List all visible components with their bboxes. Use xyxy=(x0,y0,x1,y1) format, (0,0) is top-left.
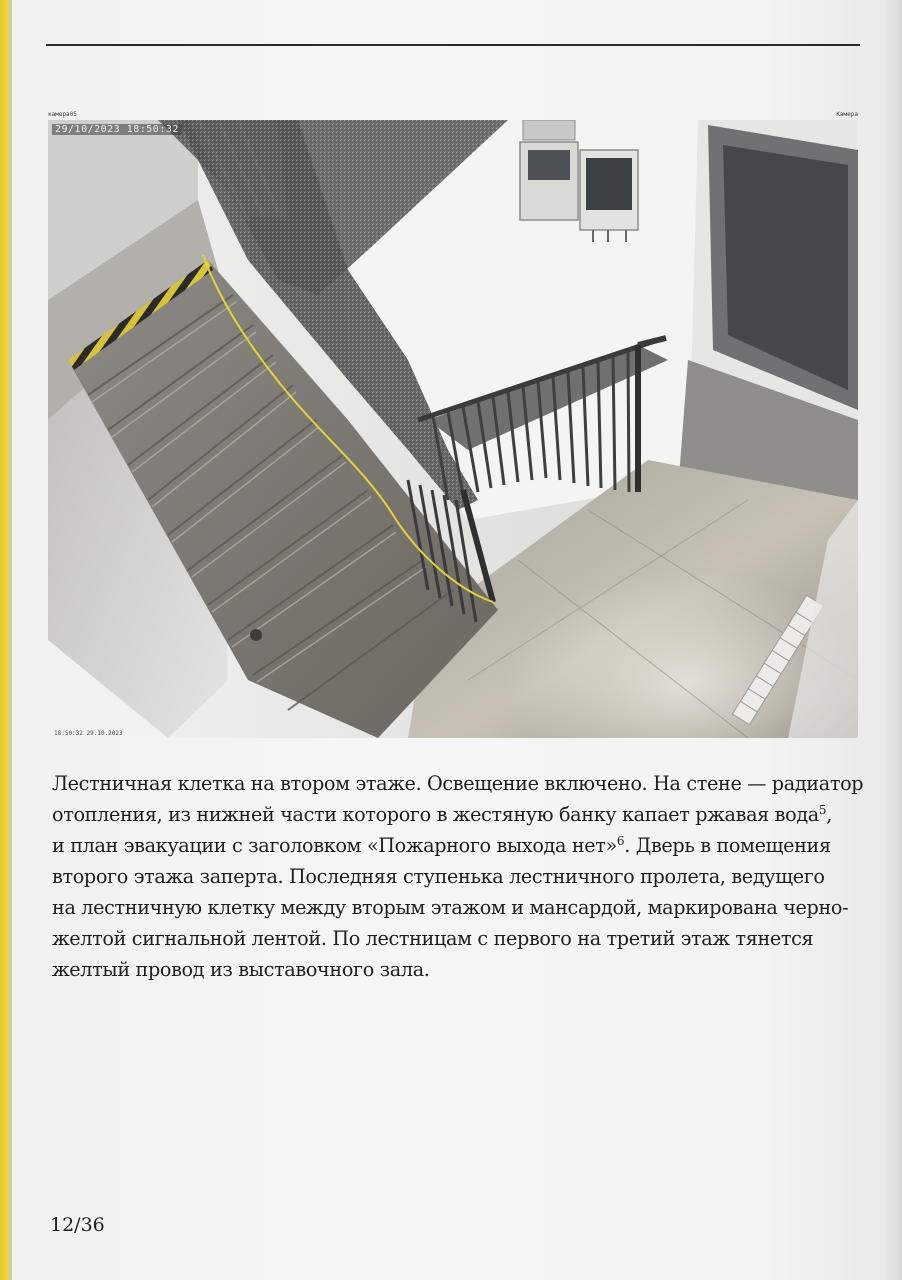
caption-text: , xyxy=(826,803,832,826)
caption-line: Лестничная клетка на втором этаже. Освещение включено. На стене — радиатор xyxy=(52,772,864,795)
caption-text: отопления, из нижней части которого в жестяную банку капает ржавая вода xyxy=(52,803,819,826)
caption-line: второго этажа заперта. Последняя ступенька лестничного пролета, ведущего xyxy=(52,865,825,888)
camera-bottom-timestamp: 18:50:32 29.10.2023 xyxy=(54,730,123,737)
caption-line: желтой сигнальной лентой. По лестницам с первого на третий этаж тянется xyxy=(52,927,814,950)
camera-label: камера05 xyxy=(48,111,77,118)
caption-line xyxy=(52,799,862,830)
caption-line: на лестничную клетку между вторым этажом и мансардой, маркирована черно- xyxy=(52,896,849,919)
caption-line: желтый провод из выставочного зала. xyxy=(52,958,430,981)
footnote-ref-6[interactable]: 6 xyxy=(616,834,625,848)
page-number: 12/36 xyxy=(50,1214,105,1236)
caption-line xyxy=(52,830,862,861)
header-rule xyxy=(46,44,860,46)
photo-caption xyxy=(52,768,862,985)
book-spine xyxy=(0,0,12,1280)
staircase-image xyxy=(48,120,858,738)
footnote-ref-5[interactable]: 5 xyxy=(818,803,827,817)
cctv-photo xyxy=(48,111,858,738)
page-edge-shadow xyxy=(884,0,902,1280)
caption-text: и план эвакуации с заголовком «Пожарного выхода нет» xyxy=(52,834,617,857)
caption-text: . Дверь в помещения xyxy=(624,834,831,857)
camera-timestamp: 29/10/2023 18:50:32 xyxy=(52,124,182,135)
camera-right-label: Камера xyxy=(836,111,858,118)
